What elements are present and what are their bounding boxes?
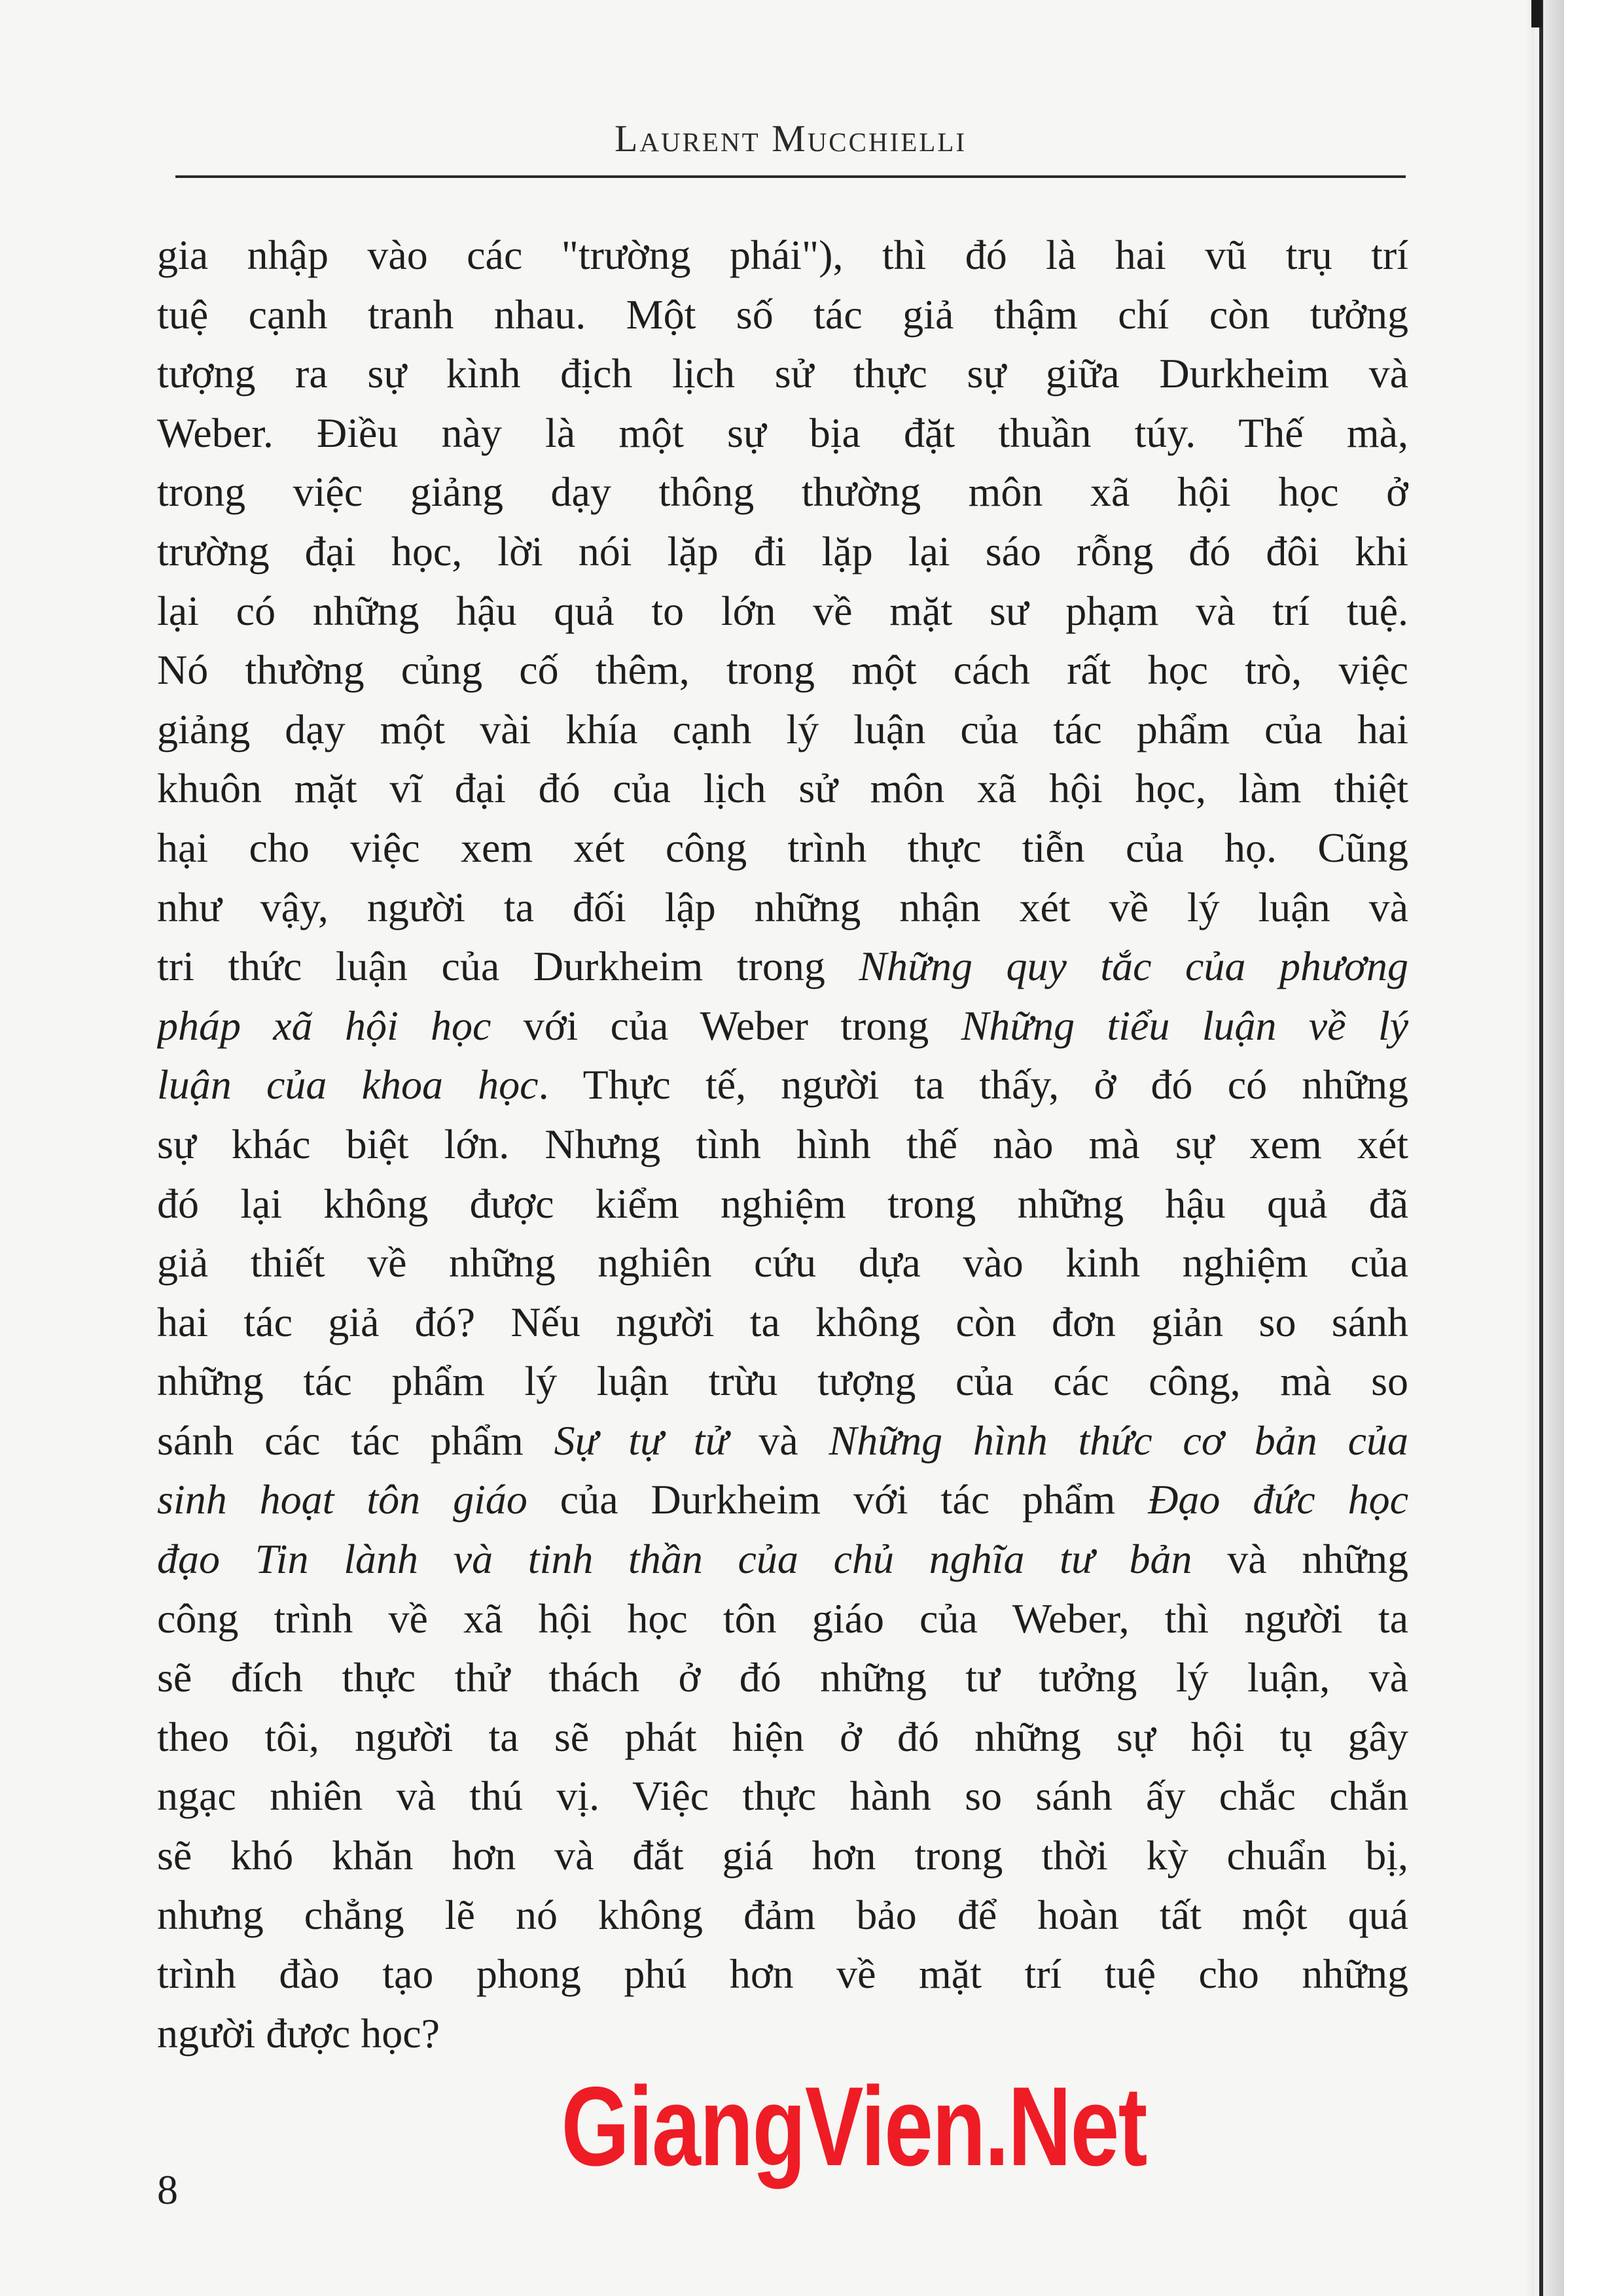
text-line (157, 937, 1408, 997)
text-line (157, 759, 1408, 819)
text-run: Nó thường củng cố thêm, trong một cách rất học trò, việc (157, 646, 1408, 694)
text-run: người được học? (157, 2009, 440, 2057)
text-run: sẽ khó khăn hơn và đắt giá hơn trong thời kỳ chuẩn bị, (157, 1832, 1408, 1879)
text-run: tuệ cạnh tranh nhau. Một số tác giả thậm chí còn tưởng (157, 291, 1408, 338)
text-line (157, 404, 1408, 463)
text-run: và (728, 1417, 829, 1464)
text-line (157, 1174, 1408, 1234)
text-line (157, 1411, 1408, 1471)
text-line (157, 700, 1408, 760)
text-run: những tác phẩm lý luận trừu tượng của các công, mà so (157, 1358, 1408, 1405)
italic-title: Những quy tắc của phương (859, 943, 1408, 990)
text-run: hai tác giả đó? Nếu người ta không còn đơn giản so sánh (157, 1298, 1408, 1345)
text-run: như vậy, người ta đối lập những nhận xét về lý luận và (157, 883, 1408, 930)
text-run: theo tôi, người ta sẽ phát hiện ở đó những sự hội tụ gây (157, 1713, 1408, 1760)
text-run: tượng ra sự kình địch lịch sử thực sự giữa Durkheim và (157, 350, 1408, 397)
italic-title: sinh hoạt tôn giáo (157, 1476, 527, 1523)
text-run: khuôn mặt vĩ đại đó của lịch sử môn xã hội học, làm thiệt (157, 765, 1408, 812)
text-run: gia nhập vào các "trường phái"), thì đó là hai vũ trụ trí (157, 232, 1408, 278)
text-line (157, 997, 1408, 1056)
text-line (157, 582, 1408, 641)
text-line (157, 1470, 1408, 1530)
text-run: lại có những hậu quả to lớn về mặt sư phạm và trí tuệ. (157, 587, 1408, 634)
text-line (157, 1826, 1408, 1886)
text-line (157, 1945, 1408, 2004)
text-run: . Thực tế, người ta thấy, ở đó có những (538, 1061, 1408, 1108)
italic-title: Đạo đức học (1148, 1476, 1408, 1523)
text-run: trường đại học, lời nói lặp đi lặp lại sáo rỗng đó đôi khi (157, 527, 1408, 574)
text-run: sẽ đích thực thử thách ở đó những tư tưởng lý luận, và (157, 1654, 1408, 1701)
text-line (157, 641, 1408, 700)
text-run: nhưng chẳng lẽ nó không đảm bảo để hoàn tất một quá (157, 1891, 1408, 1938)
text-line (157, 1233, 1408, 1293)
italic-title: Những hình thức cơ bản của (829, 1417, 1408, 1464)
text-run: với của Weber trong (491, 1002, 961, 1049)
page-edge-line (1539, 0, 1543, 2296)
text-run: đó lại không được kiểm nghiệm trong những hậu quả đã (157, 1180, 1408, 1227)
text-line (157, 285, 1408, 345)
body-text (157, 226, 1408, 2063)
italic-title: luận của khoa học (157, 1061, 539, 1108)
italic-title: Những tiểu luận về lý (961, 1002, 1408, 1049)
text-line (157, 1352, 1408, 1411)
watermark: GiangVien.Net (561, 2064, 1147, 2189)
text-run: sự khác biệt lớn. Nhưng tình hình thế nào mà sự xem xét (157, 1120, 1408, 1167)
text-line (157, 878, 1408, 938)
text-run: công trình về xã hội học tôn giáo của Weber, thì người ta (157, 1595, 1408, 1642)
text-run: của Durkheim với tác phẩm (527, 1476, 1149, 1523)
text-line (157, 1293, 1408, 1352)
text-line (157, 1589, 1408, 1649)
text-run: hại cho việc xem xét công trình thực tiễn của họ. Cũng (157, 824, 1408, 871)
text-line (157, 1767, 1408, 1826)
italic-title: đạo Tin lành và tinh thần của chủ nghĩa tư bản (157, 1536, 1192, 1583)
text-run: Weber. Điều này là một sự bịa đặt thuần túy. Thế mà, (157, 409, 1408, 456)
text-run: sánh các tác phẩm (157, 1417, 554, 1464)
text-line (157, 226, 1408, 285)
italic-title: pháp xã hội học (157, 1002, 491, 1049)
italic-title: Sự tự tử (554, 1417, 728, 1464)
text-line (157, 1648, 1408, 1708)
header-rule (175, 175, 1406, 178)
text-run: tri thức luận của Durkheim trong (157, 943, 859, 990)
text-line (157, 463, 1408, 522)
text-run: ngạc nhiên và thú vị. Việc thực hành so sánh ấy chắc chắn (157, 1773, 1408, 1820)
text-run: giả thiết về những nghiên cứu dựa vào kinh nghiệm của (157, 1239, 1408, 1286)
page-number: 8 (157, 2166, 178, 2213)
text-run: trong việc giảng dạy thông thường môn xã hội học ở (157, 468, 1408, 516)
text-line (157, 1055, 1408, 1115)
page-edge-mark (1531, 0, 1542, 27)
text-run: giảng dạy một vài khía cạnh lý luận của tác phẩm của hai (157, 705, 1408, 752)
text-line (157, 819, 1408, 878)
running-head: Laurent Mucchielli (614, 117, 967, 160)
text-run: trình đào tạo phong phú hơn về mặt trí tuệ cho những (157, 1951, 1408, 1998)
text-line (157, 522, 1408, 582)
text-line (157, 2004, 1408, 2064)
text-line (157, 1708, 1408, 1767)
text-line (157, 1115, 1408, 1174)
page-edge-shadow (1525, 0, 1564, 2296)
text-line (157, 1530, 1408, 1589)
text-line (157, 344, 1408, 404)
text-line (157, 1886, 1408, 1945)
text-run: và những (1192, 1536, 1408, 1583)
